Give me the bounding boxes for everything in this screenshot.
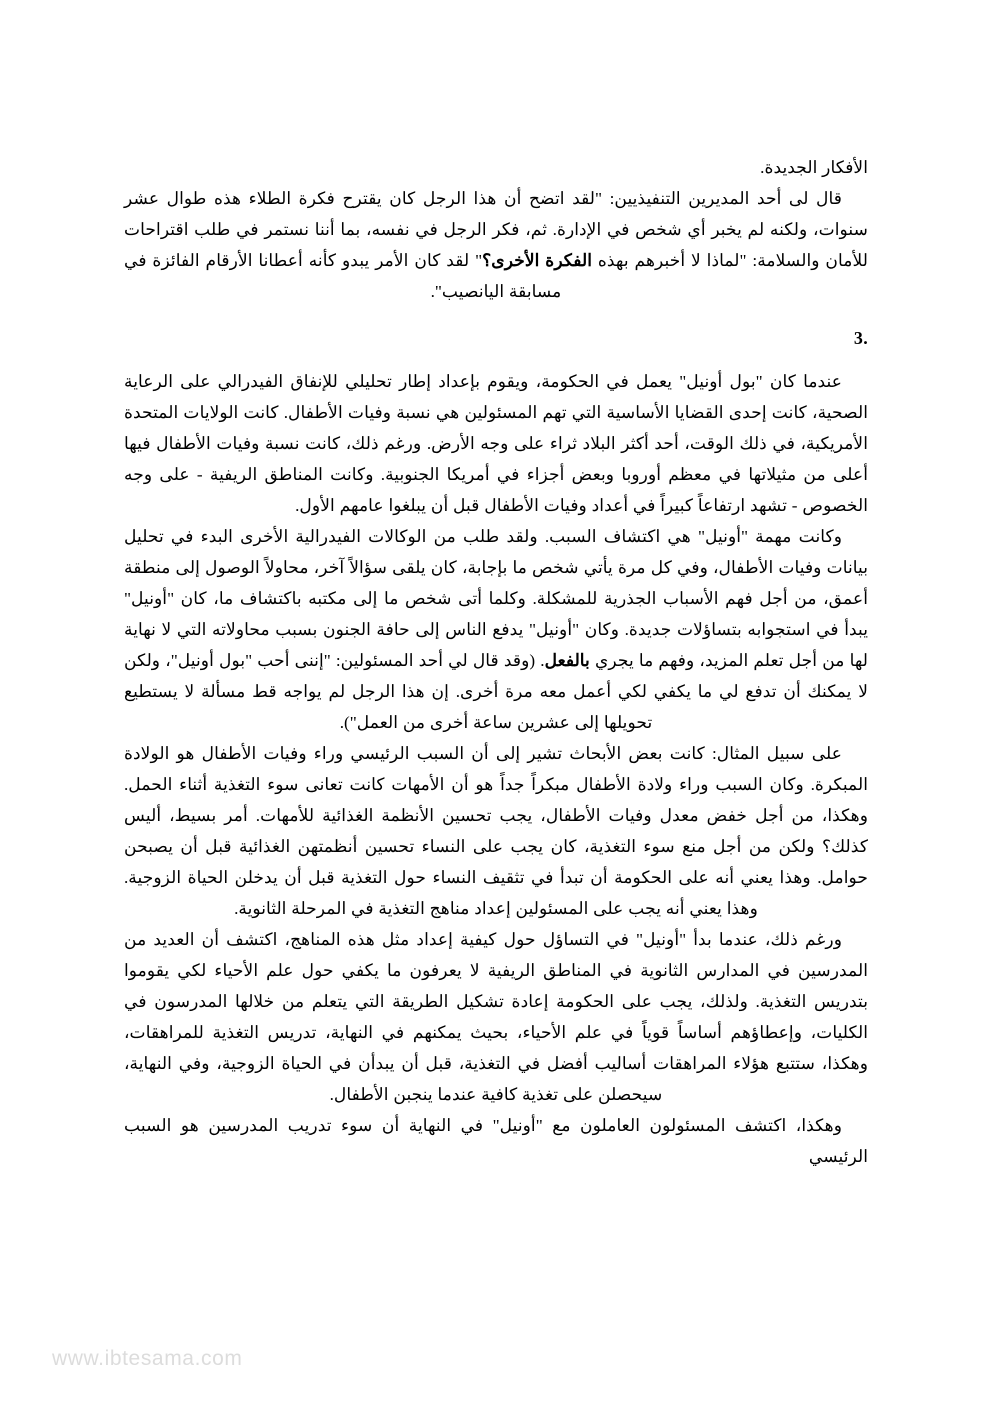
section-number-heading: .3 <box>853 328 868 348</box>
document-body <box>124 152 868 1172</box>
paragraph-conclusion <box>124 1110 868 1172</box>
paragraph-text-part-2: " لقد كان الأمر يبدو كأنه أعطانا الأرقام الفائزة في مسابقة اليانصيب". <box>124 251 562 301</box>
paragraph-text-part-1: وكانت مهمة "أونيل" هي اكتشاف السبب. ولقد طلب من الوكالات الفيدرالية الأخرى البدء في تحليل بيانات وفيات الأطفال، وفي كل مرة يأتي شخص ما بإجابة، كان يلقى سؤالاً آخر، محاولاً الوصول إلى منطقة أعمق، من أجل فهم الأسباب الجذرية للمشكلة. وكلما أتى شخص ما إلى مكتبه باكتشاف ما، كان "أونيل" يبدأ في استجوابه بتساؤلات جديدة. وكان "أونيل" يدفع الناس إلى حافة الجنون بسبب محاولاته التي لا نهاية لها من أجل تعلم المزيد، وفهم ما يجري <box>124 527 868 670</box>
paragraph-text: على سبيل المثال: كانت بعض الأبحاث تشير إلى أن السبب الرئيسي وراء وفيات الأطفال هو الولادة المبكرة. وكان السبب وراء ولادة الأطفال مبكراً جداً هو أن الأمهات كانت تعانى سوء التغذية أثناء الحمل. وهكذا، من أجل خفض معدل وفيات الأطفال، يجب تحسين الأنظمة الغذائية للأمهات. أمر بسيط، أليس كذلك؟ ولكن من أجل منع سوء التغذية، كان يجب على النساء تحسين أنظمتهن الغذائية قبل أن يصبحن حوامل. وهذا يعني أنه على الحكومة أن تبدأ في تثقيف النساء حول التغذية قبل أن يدخلن الحياة الزوجية. وهذا يعني أنه يجب على المسئولين إعداد مناهج التغذية في المرحلة الثانوية. <box>124 744 868 918</box>
site-watermark: www.ibtesama.com <box>52 1347 243 1370</box>
paragraph-executive-quote <box>124 183 868 307</box>
paragraph-text: وهكذا، اكتشف المسئولون العاملون مع "أونيل" في النهاية أن سوء تدريب المدرسين هو السبب الرئيسي <box>124 1116 868 1166</box>
paragraph-opening-line <box>124 152 868 183</box>
paragraph-example-research <box>124 738 868 924</box>
paragraph-curriculum-teachers <box>124 924 868 1110</box>
paragraph-text-part-2: . (وقد قال لي أحد المسئولين: "إننى أحب "بول أونيل"، ولكن لا يمكنك أن تدفع لي ما يكفي لكي أعمل معه مرة أخرى. إن هذا الرجل لم يواجه قط مسألة لا يستطيع تحويلها إلى عشرين ساعة أخرى من العمل"). <box>124 651 868 732</box>
paragraph-text: الأفكار الجديدة. <box>760 158 868 177</box>
paragraph-text-part-1: قال لى أحد المديرين التنفيذيين: "لقد اتضح أن هذا الرجل كان يقترح فكرة الطلاء هذه طوال عشر سنوات، ولكنه لم يخبر أي شخص في الإدارة. ثم، فكر الرجل في نفسه، بما أننا نستمر في طلب اقتراحات للأمان والسلامة: "لماذا لا أخبرهم بهذه <box>124 189 868 270</box>
emphasis-actually: بالفعل <box>544 651 590 670</box>
paragraph-oneill-mission <box>124 521 868 738</box>
emphasis-other-idea: الفكرة الأخرى؟ <box>482 251 592 270</box>
paragraph-text: عندما كان "بول أونيل" يعمل في الحكومة، ويقوم بإعداد إطار تحليلي للإنفاق الفيدرالي على الرعاية الصحية، كانت إحدى القضايا الأساسية التي تهم المسئولين هي نسبة وفيات الأطفال. كانت الولايات المتحدة الأمريكية، في ذلك الوقت، أحد أكثر البلاد ثراء على وجه الأرض. ورغم ذلك، كانت نسبة وفيات الأطفال فيها أعلى من مثيلاتها في معظم أوروبا وبعض أجزاء في أمريكا الجنوبية. وكانت المناطق الريفية - على وجه الخصوص - تشهد ارتفاعاً كبيراً في أعداد وفيات الأطفال قبل أن يبلغوا عامهم الأول. <box>124 372 868 515</box>
paragraph-oneill-government <box>124 366 868 521</box>
paragraph-text: ورغم ذلك، عندما بدأ "أونيل" في التساؤل حول كيفية إعداد مثل هذه المناهج، اكتشف أن العديد من المدرسين في المدارس الثانوية في المناطق الريفية لا يعرفون ما يكفي حول علم الأحياء لكي يقوموا بتدريس التغذية. ولذلك، يجب على الحكومة إعادة تشكيل الطريقة التي يتعلم من خلالها المدرسون في الكليات، وإعطاؤهم أساساً قوياً في علم الأحياء، بحيث يمكنهم في النهاية، تدريس التغذية للمراهقات، وهكذا، ستتبع هؤلاء المراهقات أساليب أفضل في التغذية، قبل أن يبدأن في الحياة الزوجية، وفي النهاية، سيحصلن على تغذية كافية عندما ينجبن الأطفال. <box>124 930 868 1104</box>
